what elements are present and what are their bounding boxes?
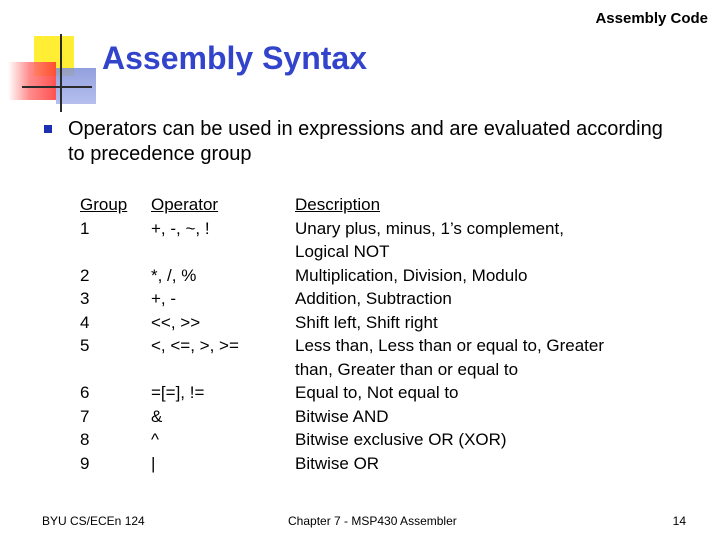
cell-operator: +, -, ~, ! — [151, 218, 210, 238]
cell-group: 5 — [80, 336, 90, 355]
table-body — [80, 217, 675, 476]
cell-group: 3 — [80, 289, 90, 308]
bullet-marker-icon — [44, 125, 52, 133]
description-line: Shift left, Shift right — [295, 312, 438, 332]
table-row — [80, 264, 675, 288]
slide-logo — [0, 0, 110, 110]
cell-description — [295, 452, 675, 476]
table-row — [80, 381, 675, 405]
cell-operator: =[=], != — [151, 383, 205, 402]
description-line: than, Greater than or equal to — [295, 359, 519, 379]
table-row — [80, 287, 675, 311]
slide-title: Assembly Syntax — [102, 40, 368, 76]
table-row — [80, 217, 675, 264]
cell-description — [295, 381, 675, 405]
operator-precedence-table — [80, 193, 675, 475]
footer-chapter: Chapter 7 - MSP430 Assembler — [288, 514, 457, 528]
description-line: Unary plus, minus, 1’s complement, — [295, 218, 564, 238]
description-line: Equal to, Not equal to — [295, 383, 459, 402]
cell-group: 9 — [80, 453, 90, 473]
cell-description — [295, 334, 675, 381]
bullet-point — [44, 117, 684, 167]
header-description: Description — [295, 195, 381, 214]
table-row — [80, 311, 675, 335]
cell-group: 2 — [80, 265, 90, 285]
table-header-row — [80, 193, 675, 217]
cell-description — [295, 217, 675, 264]
header-group: Group — [80, 195, 128, 214]
cell-operator: *, /, % — [151, 265, 197, 285]
table-row — [80, 428, 675, 452]
description-line: Bitwise AND — [295, 406, 389, 426]
cell-group: 1 — [80, 218, 90, 238]
description-line: Logical NOT — [295, 242, 390, 261]
cell-group: 4 — [80, 312, 90, 332]
footer-course: BYU CS/ECEn 124 — [42, 514, 145, 528]
cell-operator: | — [151, 453, 156, 473]
description-line: Addition, Subtraction — [295, 289, 452, 308]
table-row — [80, 452, 675, 476]
footer-page-number: 14 — [672, 514, 686, 528]
description-line: Multiplication, Division, Modulo — [295, 265, 528, 285]
logo-red-block — [8, 62, 56, 100]
cell-operator: <, <=, >, >= — [151, 336, 239, 355]
cell-description — [295, 428, 675, 452]
table-row — [80, 405, 675, 429]
cell-group: 7 — [80, 406, 90, 426]
cell-description — [295, 287, 675, 311]
description-line: Less than, Less than or equal to, Greater — [295, 336, 605, 355]
cell-group: 6 — [80, 383, 90, 402]
cell-group: 8 — [80, 430, 90, 449]
description-line: Bitwise exclusive OR (XOR) — [295, 430, 507, 449]
logo-vertical-line — [60, 34, 62, 112]
cell-operator: ^ — [151, 430, 159, 449]
section-label: Assembly Code — [595, 10, 708, 27]
cell-operator: <<, >> — [151, 312, 201, 332]
bullet-text: Operators can be used in expressions and are evaluated according to precedence group — [68, 118, 663, 165]
cell-operator: & — [151, 406, 163, 426]
logo-horizontal-line — [22, 86, 92, 88]
description-line: Bitwise OR — [295, 453, 380, 473]
header-operator: Operator — [151, 195, 219, 214]
cell-operator: +, - — [151, 289, 177, 308]
table-row — [80, 334, 675, 381]
cell-description — [295, 405, 675, 429]
cell-description — [295, 264, 675, 288]
cell-description — [295, 311, 675, 335]
